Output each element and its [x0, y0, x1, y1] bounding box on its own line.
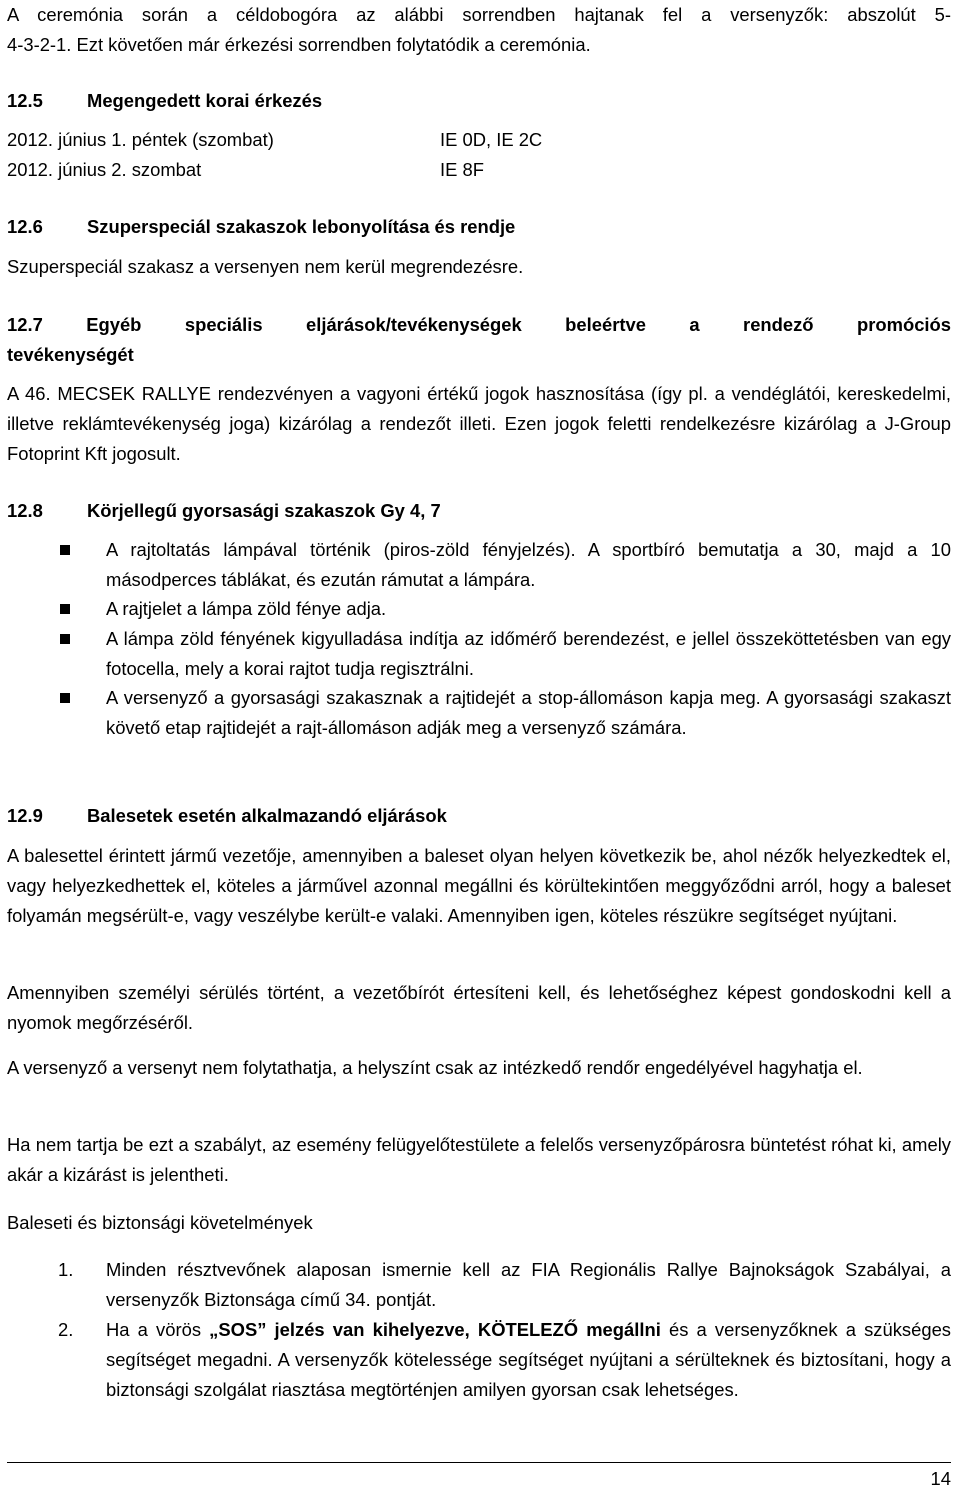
section-12-7-heading-line-1: 12.7 Egyéb speciális eljárások/tevékenységek beleértve a rendező promóciós [7, 314, 951, 335]
list-number: 2. [58, 1319, 74, 1340]
paragraph: Amennyiben személyi sérülés történt, a vezetőbírót értesíteni kell, és lehetőséghez képest gondoskodni kell a nyomok megőrzéséről. [7, 982, 951, 1033]
numbered-item [106, 1315, 951, 1405]
section-title: Szuperspeciál szakaszok lebonyolítása és rendje [87, 216, 516, 237]
list-item: A versenyző a gyorsasági szakasznak a rajtidejét a stop-állomáson kapja meg. A gyorsasági szakaszt követő etap rajtidejét a rajt-állomáson adják meg a versenyző számára. [106, 687, 951, 738]
section-12-6-text: Szuperspeciál szakasz a versenyen nem kerül megrendezésre. [7, 256, 524, 277]
numbered-item: Minden résztvevőnek alaposan ismernie kell az FIA Regionális Rallye Bajnokságok Szabályai, a versenyzők Biztonsága című 34. pontját. [106, 1259, 951, 1310]
section-number: 12.5 [7, 90, 43, 111]
bullet-icon [60, 693, 70, 703]
section-12-7-text: A 46. MECSEK RALLYE rendezvényen a vagyoni értékű jogok hasznosítása (így pl. a vendéglátói, kereskedelmi, illetve reklámtevékenység joga) kizárólag a rendezőt illeti. Ezen jogok feletti rendelkezésre kizárólag a J-Group Fotoprint Kft jogosult. [7, 383, 951, 464]
intro-line-1: A ceremónia során a céldobogóra az alábbi sorrendben hajtanak fel a versenyzők: abszolút 5- [7, 4, 951, 25]
schedule-code: IE 0D, IE 2C [440, 129, 543, 150]
item-emphasis: „SOS” jelzés van kihelyezve, KÖTELEZŐ megállni [209, 1319, 661, 1340]
section-number: 12.9 [7, 805, 43, 826]
list-number: 1. [58, 1259, 74, 1280]
section-12-7-heading-line-2: tevékenységét [7, 344, 134, 365]
list-item: A rajtjelet a lámpa zöld fénye adja. [106, 598, 387, 619]
paragraph: A balesettel érintett jármű vezetője, amennyiben a baleset olyan helyen következik be, ahol nézők helyezkedtek el, vagy helyezkedhettek el, köteles a járművel azonnal megállni és körültekintően meggyőződni arról, hogy a baleset folyamán megsérült-e, vagy veszélybe került-e valaki. Amennyiben igen, köteles részükre segítséget nyújtani. [7, 845, 951, 926]
footer-divider [7, 1462, 951, 1463]
page-number: 14 [930, 1468, 951, 1489]
paragraph: A versenyző a versenyt nem folytathatja, a helyszínt csak az intézkedő rendőr engedélyével hagyhatja el. [7, 1057, 863, 1078]
requirements-title: Baleseti és biztonsági követelmények [7, 1212, 313, 1233]
intro-line-2: 4-3-2-1. Ezt követően már érkezési sorrendben folytatódik a ceremónia. [7, 34, 591, 55]
schedule-code: IE 8F [440, 159, 484, 180]
section-title: Balesetek esetén alkalmazandó eljárások [87, 805, 447, 826]
schedule-date: 2012. június 2. szombat [7, 159, 202, 180]
list-item: A lámpa zöld fényének kigyulladása indítja az időmérő berendezést, e jellel összeköttetésben van egy fotocella, mely a korai rajtot tudja regisztrálni. [106, 628, 951, 679]
section-title: Megengedett korai érkezés [87, 90, 323, 111]
list-item: A rajtoltatás lámpával történik (piros-zöld fényjelzés). A sportbíró bemutatja a 30, majd a 10 másodperces táblákat, és ezután rámutat a lámpára. [106, 539, 951, 590]
section-number: 12.6 [7, 216, 43, 237]
item-text: és a versenyzőknek a szükséges segítséget megadni. A versenyzők kötelessége segítséget nyújtani a sérülteknek és biztosítani, hogy a biztonsági szolgálat riasztása megtörténjen amilyen gyorsan csak lehetséges. [106, 1319, 952, 1400]
bullet-icon [60, 634, 70, 644]
item-text: Ha a vörös [106, 1319, 210, 1340]
bullet-icon [60, 604, 70, 614]
schedule-date: 2012. június 1. péntek (szombat) [7, 129, 274, 150]
bullet-icon [60, 545, 70, 555]
section-title: Körjellegű gyorsasági szakaszok Gy 4, 7 [87, 500, 441, 521]
section-number: 12.8 [7, 500, 43, 521]
paragraph: Ha nem tartja be ezt a szabályt, az esemény felügyelőtestülete a felelős versenyzőpárosra büntetést róhat ki, amely akár a kizárást is jelentheti. [7, 1134, 951, 1185]
